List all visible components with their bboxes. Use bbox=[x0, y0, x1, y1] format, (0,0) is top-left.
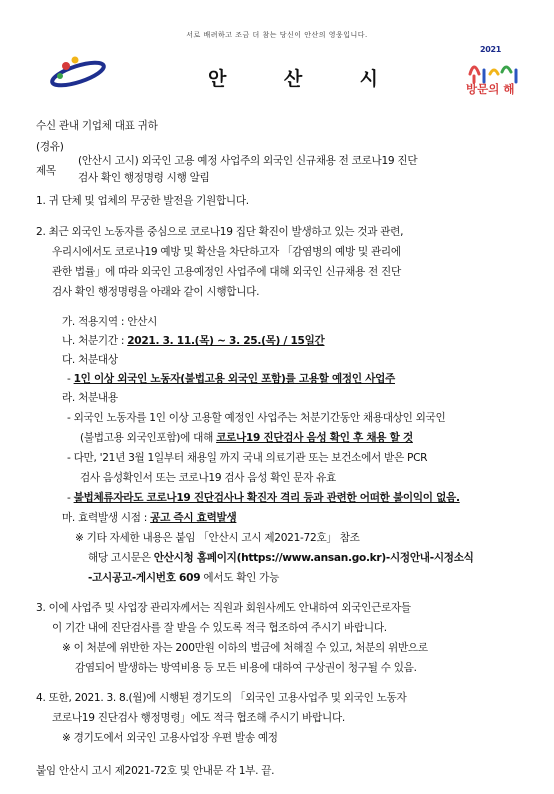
paragraph-2-line: 2. 최근 외국인 노동자를 중심으로 코로나19 집단 확진이 발생하고 있는 것과 관련, bbox=[36, 226, 404, 238]
paragraph-3-line: 감염되어 발생하는 방역비용 등 모든 비용에 대하여 구상권이 청구될 수 있음. bbox=[75, 662, 417, 674]
attachment-line: 붙임 안산시 고시 제2021-72호 및 안내문 각 1부. 끝. bbox=[36, 765, 275, 777]
ansan-city-logo bbox=[48, 52, 108, 88]
title-char: 안 bbox=[208, 68, 227, 90]
logo-visit-text: 방문의 해 bbox=[466, 82, 515, 96]
paragraph-2-line: 검사 확인 행정명령을 아래와 같이 시행합니다. bbox=[52, 286, 260, 298]
paragraph-4-line: 코로나19 진단검사 행정명령」에도 적극 협조해 주시기 바랍니다. bbox=[52, 712, 345, 724]
note-emphasis: -고시공고-게시번호 609 bbox=[88, 572, 201, 584]
note-line: ※ 기타 자세한 내용은 붙임 「안산시 고시 제2021-72호」 참조 bbox=[75, 532, 360, 544]
item-ra: 라. 처분내용 bbox=[62, 392, 118, 404]
paragraph-2-line: 우리시에서도 코로나19 예방 및 확산을 차단하고자 「감염병의 예방 및 관리에 bbox=[52, 246, 401, 258]
paragraph-1: 1. 귀 단체 및 업체의 무궁한 발전을 기원합니다. bbox=[36, 195, 249, 207]
paragraph-2-line: 관한 법률」에 따라 외국인 고용예정인 사업주에 대해 외국인 신규채용 전 진단 bbox=[52, 266, 401, 278]
note-line bbox=[88, 550, 474, 565]
document-title bbox=[208, 64, 378, 91]
item-na-value: 2021. 3. 11.(목) ~ 3. 25.(목) / 15일간 bbox=[127, 335, 325, 347]
item-ra-line: - 외국인 노동자를 1인 이상 고용할 예정인 사업주는 처분기간동안 채용대상인 외국인 bbox=[67, 412, 446, 424]
recipient: 수신 관내 기업체 대표 귀하 bbox=[36, 120, 158, 132]
via: (경유) bbox=[36, 141, 64, 153]
note-emphasis: 안산시청 홈페이지(https://www.ansan.go.kr)-시정안내-시정소식 bbox=[153, 552, 474, 564]
item-da: 다. 처분대상 bbox=[62, 354, 118, 366]
note-text: 해당 고시문은 bbox=[88, 552, 154, 564]
title-char: 산 bbox=[283, 68, 303, 90]
paragraph-3-line: 이 기간 내에 진단검사를 잘 받을 수 있도록 적극 협조하여 주시기 바랍니다. bbox=[52, 622, 387, 634]
item-ra-dash: - bbox=[67, 492, 74, 504]
subject-label: 제목 bbox=[36, 165, 56, 177]
subject-line: 검사 확인 행정명령 시행 알림 bbox=[78, 172, 210, 184]
logo-year: 2021 bbox=[480, 45, 502, 54]
paragraph-3-line: 3. 이에 사업주 및 사업장 관리자께서는 직원과 회원사께도 안내하여 외국인근로자들 bbox=[36, 602, 411, 614]
item-da-text: 1인 이상 외국인 노동자(불법고용 외국인 포함)를 고용할 예정인 사업주 bbox=[73, 373, 395, 385]
item-ra-text: (불법고용 외국인포함)에 대해 bbox=[80, 432, 217, 444]
note-line bbox=[88, 570, 279, 585]
header-slogan: 서로 배려하고 조금 더 참는 당신이 안산의 영웅입니다. bbox=[186, 31, 368, 39]
item-da-target bbox=[67, 371, 395, 386]
item-ra-emphasis: 불법체류자라도 코로나19 진단검사나 확진자 격리 등과 관련한 어떠한 불이익이 없음. bbox=[73, 492, 460, 504]
subject-line: (안산시 고시) 외국인 고용 예정 사업주의 외국인 신규채용 전 코로나19 진단 bbox=[78, 155, 418, 167]
item-na-label: 나. 처분기간 : bbox=[62, 335, 128, 347]
item-ra-line: - 다만, '21년 3월 1일부터 채용일 까지 국내 의료기관 또는 보건소에서 받은 PCR bbox=[67, 452, 428, 464]
item-ma bbox=[62, 510, 236, 525]
title-char: 시 bbox=[359, 68, 378, 90]
paragraph-4-line: ※ 경기도에서 외국인 고용사업장 우편 발송 예정 bbox=[62, 732, 278, 744]
item-ga: 가. 적용지역 : 안산시 bbox=[62, 316, 158, 328]
paragraph-3-line: ※ 이 처분에 위반한 자는 200만원 이하의 벌금에 처해질 수 있고, 처분의 위반으로 bbox=[62, 642, 428, 654]
item-ra-line: 검사 음성확인서 또는 코로나19 검사 음성 확인 문자 유효 bbox=[80, 472, 336, 484]
item-ma-value: 공고 즉시 효력발생 bbox=[150, 512, 237, 524]
item-ra-line bbox=[80, 430, 413, 445]
note-text: 에서도 확인 가능 bbox=[200, 572, 280, 584]
item-da-dash: - bbox=[67, 373, 74, 385]
item-ra-line bbox=[67, 490, 460, 505]
item-ma-label: 마. 효력발생 시점 : bbox=[62, 512, 151, 524]
item-ra-emphasis: 코로나19 진단검사 음성 확인 후 채용 할 것 bbox=[216, 432, 413, 444]
item-na bbox=[62, 333, 324, 348]
paragraph-4-line: 4. 또한, 2021. 3. 8.(월)에 시행된 경기도의 「외국인 고용사업주 및 외국인 노동자 bbox=[36, 692, 407, 704]
